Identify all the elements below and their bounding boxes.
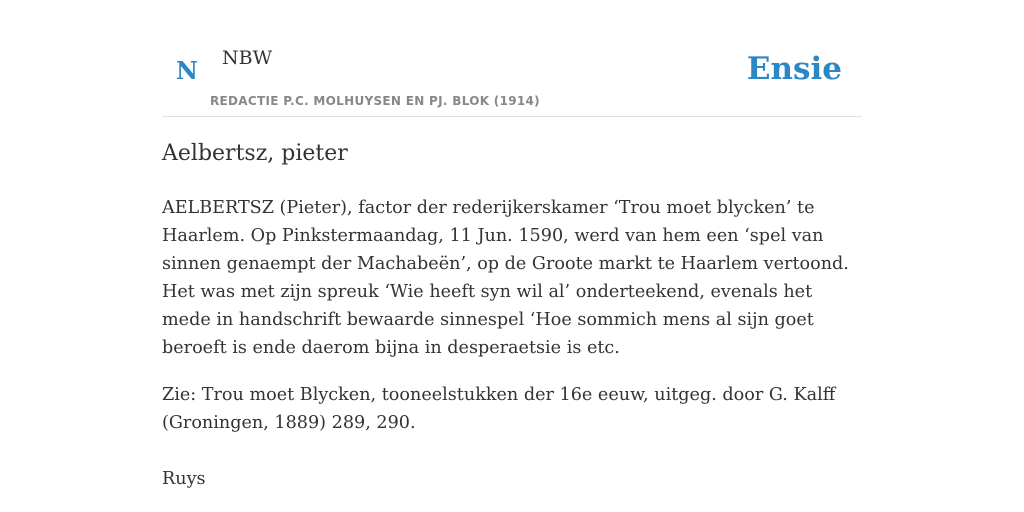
article-reference: Zie: Trou moet Blycken, tooneelstukken der 16e eeuw, uitgeg. door G. Kalff (Groningen, 1889) 289, 290. — [162, 385, 836, 433]
source-name-link[interactable]: NBW — [222, 47, 273, 69]
article — [162, 138, 862, 493]
article-author: Ruys — [162, 469, 206, 489]
ensie-logo[interactable]: Ensie — [746, 51, 842, 87]
article-title: Aelbertsz, pieter — [162, 141, 348, 166]
article-paragraph: AELBERTSZ (Pieter), factor der rederijkerskamer ‘Trou moet blycken’ te Haarlem. Op Pinkstermaandag, 11 Jun. 1590, werd van hem een ‘spel van sinnen genaempt der Machabeën’, op de Groote markt te Haarlem vertoond. Het was met zijn spreuk ‘Wie heeft syn wil al’ onderteekend, evenals het mede in handschrift bewaarde sinnespel ‘Hoe sommich mens al sijn goet beroeft is ende daerom bijna in desperaetsie is etc. — [162, 198, 849, 358]
source-logo-badge[interactable]: N — [176, 56, 198, 85]
header — [162, 0, 862, 117]
source-subtitle: REDACTIE P.C. MOLHUYSEN EN PJ. BLOK (1914) — [210, 94, 540, 108]
